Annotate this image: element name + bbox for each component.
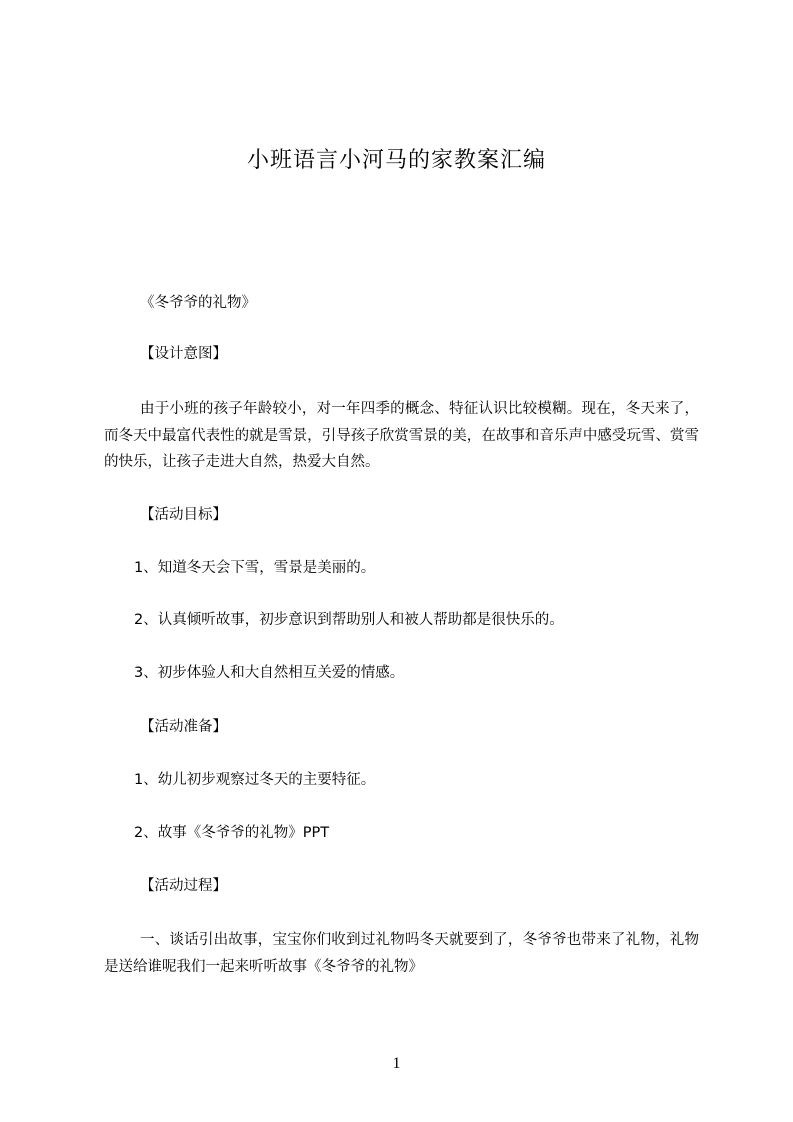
design-heading: 【设计意图】 [140,346,227,362]
goal-item-1: 1、知道冬天会下雪，雪景是美丽的。 [134,560,376,576]
process-paragraph: 一、谈话引出故事，宝宝你们收到过礼物吗冬天就要到了，冬爷爷也带来了礼物，礼物是送给谁呢我们一起来听听故事《冬爷爷的礼物》 [104,932,699,975]
process-heading: 【活动过程】 [140,878,227,894]
page-number: 1 [392,1055,401,1072]
design-paragraph: 由于小班的孩子年龄较小，对一年四季的概念、特征认识比较模糊。现在，冬天来了，而冬天中最富代表性的就是雪景，引导孩子欣赏雪景的美，在故事和音乐声中感受玩雪、赏雪的快乐，让孩子走进大自然，热爱大自然。 [104,401,699,470]
prep-item-1: 1、幼儿初步观察过冬天的主要特征。 [134,772,376,788]
goal-item-3: 3、初步体验人和大自然相互关爱的情感。 [134,665,405,681]
prep-heading: 【活动准备】 [140,719,227,735]
document-title: 小班语言小河马的家教案汇编 [246,148,546,173]
prep-item-2: 2、故事《冬爷爷的礼物》PPT [134,825,330,841]
goal-item-2: 2、认真倾听故事，初步意识到帮助别人和被人帮助都是很快乐的。 [134,612,564,628]
goals-heading: 【活动目标】 [140,507,227,523]
lesson-title: 《冬爷爷的礼物》 [140,295,256,311]
